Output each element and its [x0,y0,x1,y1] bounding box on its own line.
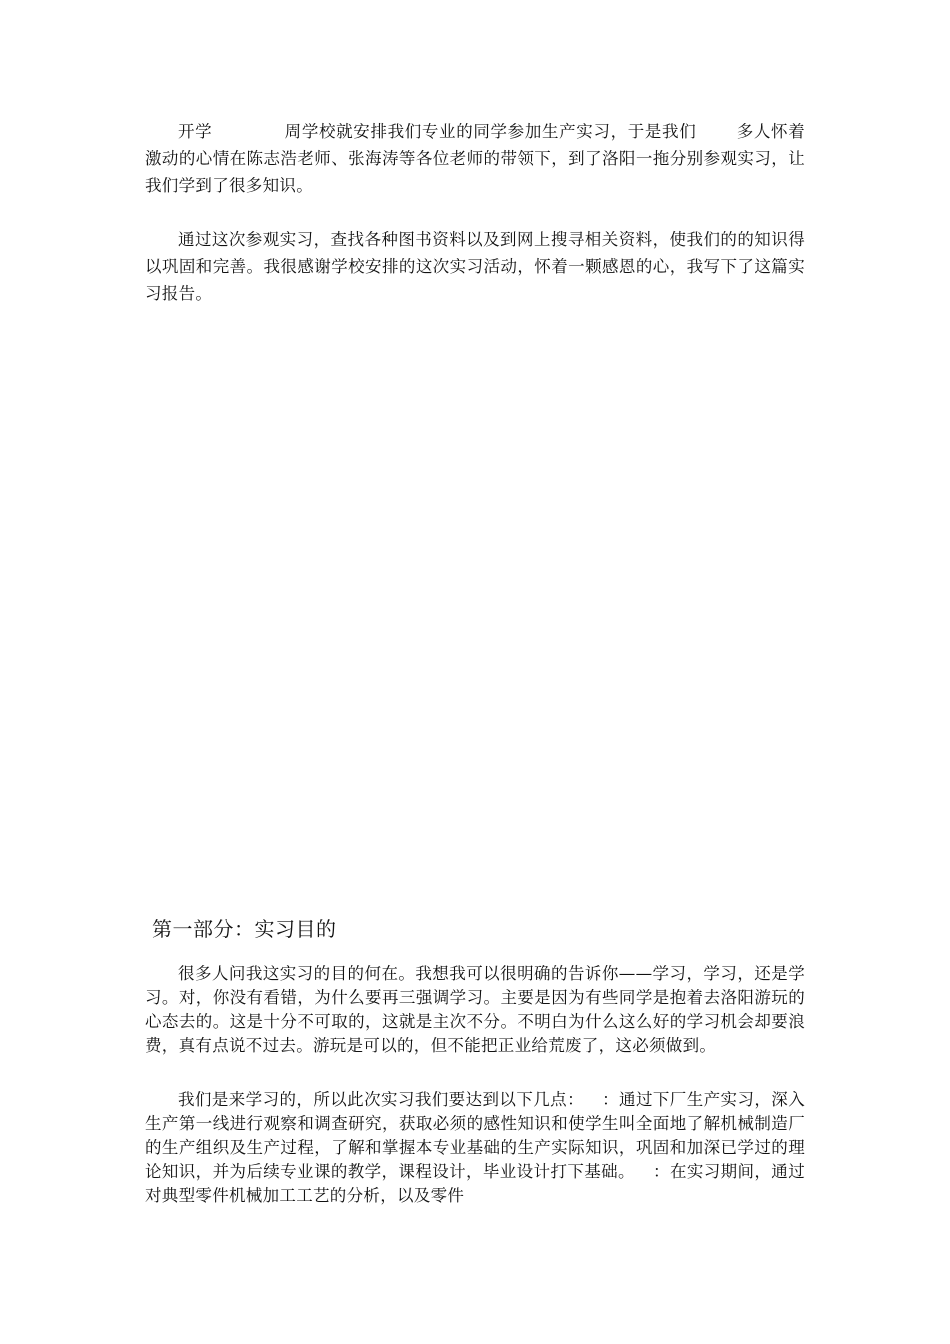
intro-text-start: 开学 [178,122,213,141]
intro-text-middle: 周学校就安排我们专业的同学参加生产实习，于是我们 [284,122,697,141]
intro-paragraph-1 [145,118,805,199]
section-paragraph-2 [145,1088,805,1208]
section-text-middle: ：通过下厂生产实习，深入生产第一线进行观察和调查研究，获取必须的感性知识和使学生叫全面地了解机械制造厂的生产组织及生产过程，了解和掌握本专业基础的生产实际知识，巩固和加深已学过的理论知识，并为后续专业课的教学，课程设计，毕业设计打下基础。 [145,1090,805,1181]
intro-paragraph-2: 通过这次参观实习，查找各种图书资料以及到网上搜寻相关资料，使我们的的知识得以巩固和完善。我很感谢学校安排的这次实习活动，怀着一颗感恩的心，我写下了这篇实习报告。 [145,230,805,303]
intro-text-end: 多人怀着激动的心情在陈志浩老师、张海涛等各位老师的带领下，到了洛阳一拖分别参观实习，让我们学到了很多知识。 [145,122,805,195]
section-paragraph-1: 很多人问我这实习的目的何在。我想我可以很明确的告诉你——学习，学习，还是学习。对，你没有看错，为什么要再三强调学习。主要是因为有些同学是抱着去洛阳游玩的心态去的。这是十分不可取的，这就是主次不分。不明白为什么这么好的学习机会却要浪费，真有点说不过去。游玩是可以的，但不能把正业给荒废了，这必须做到。 [145,964,805,1055]
section-heading: 第一部分：实习目的 [152,917,337,941]
section-text-start: 我们是来学习的，所以此次实习我们要达到以下几点： [178,1090,584,1109]
section-text-end: ：在实习期间，通过对典型零件机械加工工艺的分析，以及零件 [145,1162,806,1205]
